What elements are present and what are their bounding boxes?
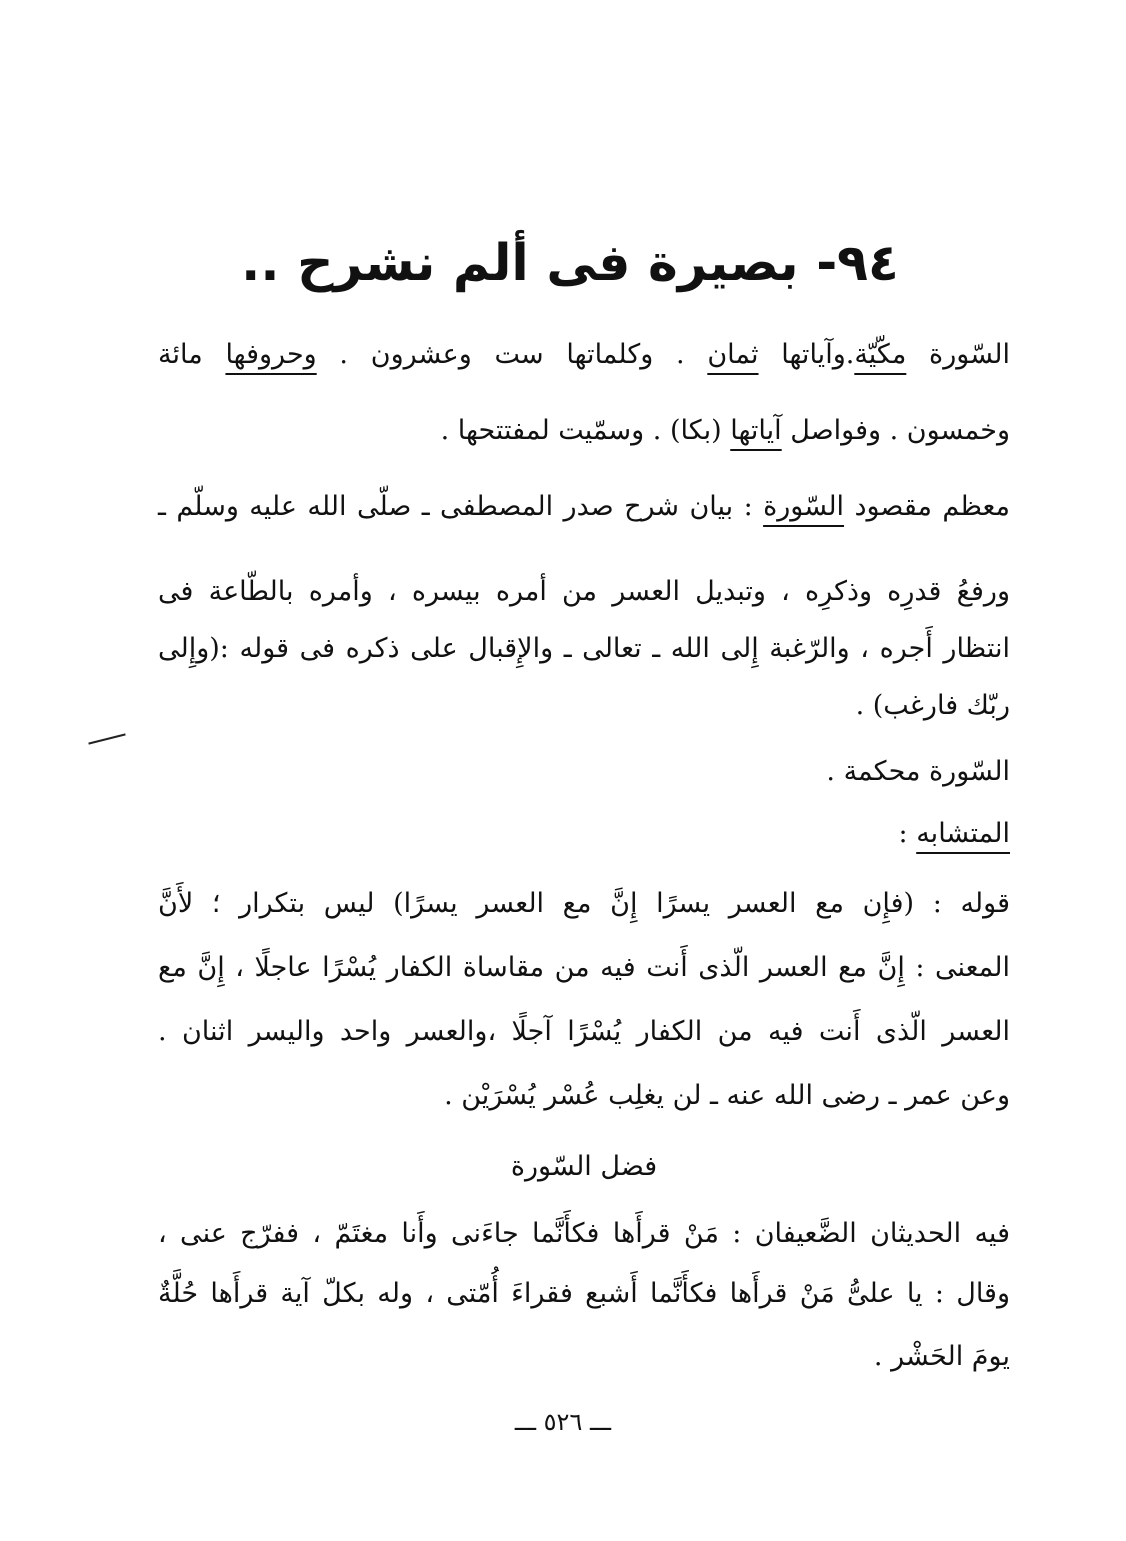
text-segment: : <box>898 818 917 849</box>
fadl-line-2: وقال : يا علىُّ مَنْ قرأَها فكأَنَّما أَشبع فقراءَ أُمّتى ، وله بكلّ آية قرأَها حُلَّةٌ <box>158 1278 1010 1309</box>
underlined-word: السّورة <box>763 491 845 522</box>
mutashabih-label: المتشابه <box>916 818 1010 849</box>
underlined-word: آياتها <box>730 415 782 446</box>
muhkama-line: السّورة محكمة . <box>826 756 1010 787</box>
underlined-word: ثمان <box>707 339 759 370</box>
mutashabih-line-2: المعنى : إِنَّ مع العسر الّذى أَنت فيه من مقاساة الكفار يُسْرًا عاجلًا ، إِنَّ مع <box>158 952 1010 983</box>
margin-pen-mark <box>88 733 125 744</box>
fadl-line-3: يومَ الحَشْر . <box>873 1341 1010 1372</box>
underlined-word: وحروفها <box>225 339 317 370</box>
text-segment: (بكا) . وسمّيت لمفتتحها . <box>440 415 731 446</box>
text-segment: : بيان شرح صدر المصطفى ـ صلّى الله عليه وسلّم ـ <box>158 491 764 522</box>
text-segment: السّورة <box>906 339 1011 370</box>
fadl-heading: فضل السّورة <box>510 1151 658 1182</box>
intro-line-1 <box>158 333 1010 377</box>
mutashabih-heading <box>158 812 1010 856</box>
purpose-line-3: انتظار أَجره ، والرّغبة إِلى الله ـ تعالى ـ والإِقبال على ذكره فى قوله :(وإِلى <box>158 633 1010 664</box>
mutashabih-line-4: وعن عمر ـ رضى الله عنه ـ لن يغلِب عُسْر يُسْرَيْن . <box>444 1080 1010 1111</box>
text-segment: . وكلماتها ست وعشرون . <box>316 339 708 370</box>
intro-line-2 <box>158 409 1010 453</box>
text-segment: .وآياتها <box>758 339 855 370</box>
mutashabih-line-1: قوله : (فإِن مع العسر يسرًا إِنَّ مع العسر يسرًا) ليس بتكرار ؛ لأَنَّ <box>158 888 1010 919</box>
purpose-line-1 <box>158 485 1010 529</box>
underlined-word: مكّيّة <box>854 339 907 370</box>
purpose-line-4: ربّك فارغب) . <box>855 690 1010 721</box>
mutashabih-line-3: العسر الّذى أَنت فيه من الكفار يُسْرًا آجلًا ،والعسر واحد واليسر اثنان . <box>158 1016 1010 1047</box>
chapter-title: ٩٤- بصيرة فى ألم نشرح .. <box>241 233 899 292</box>
fadl-line-1: فيه الحديثان الضَّعيفان : مَنْ قرأَها فكأَنَّما جاءَنى وأَنا مغتَمّ ، ففرّج عنى ، <box>158 1218 1010 1249</box>
page-number: ـــ ٥٢٦ ـــ <box>514 1408 612 1436</box>
text-segment: مائة <box>158 339 226 370</box>
text-segment: وخمسون . وفواصل <box>781 415 1010 446</box>
purpose-line-2: ورفعُ قدرِه وذكرِه ، وتبديل العسر من أمره بيسره ، وأمره بالطّاعة فى <box>158 576 1010 607</box>
text-segment: معظم مقصود <box>844 491 1010 522</box>
